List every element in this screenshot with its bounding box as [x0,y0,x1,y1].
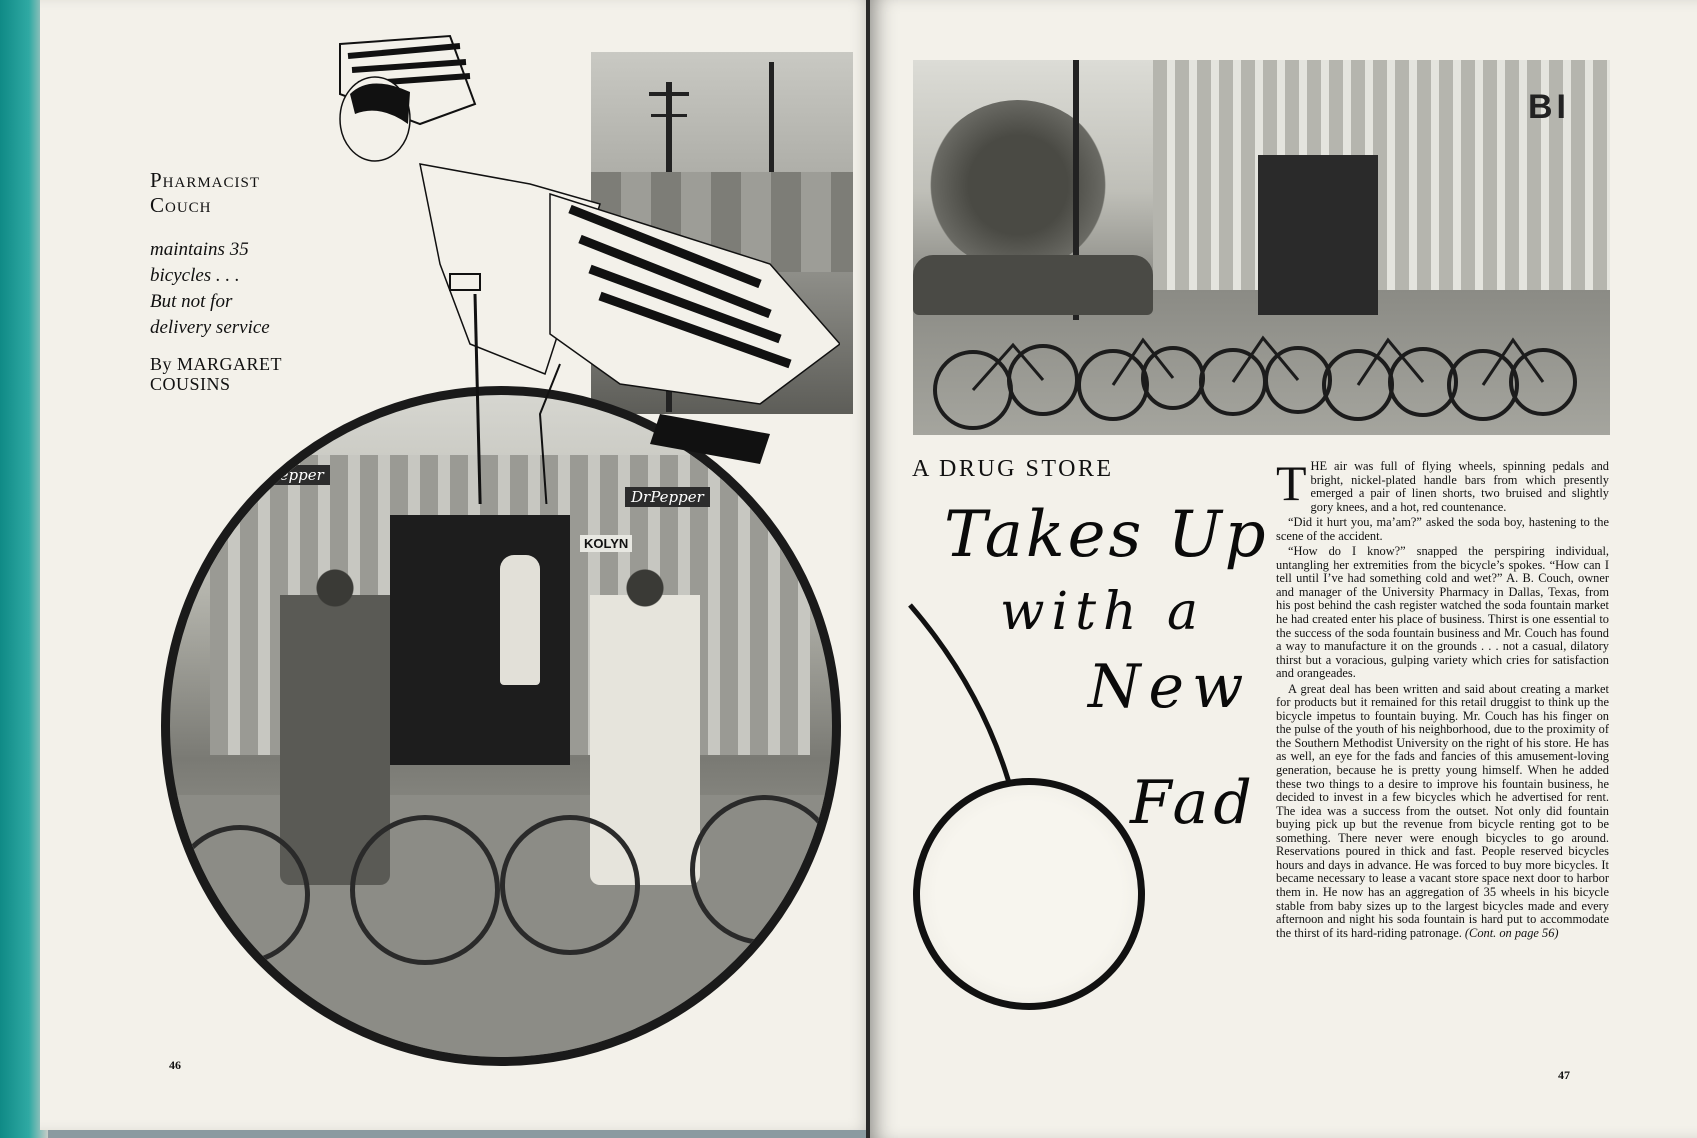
article-paragraph [1276,455,1609,514]
byline-line-1: By MARGARET [150,354,283,374]
bicycle-wheel [170,825,310,965]
sign-dr-pepper-1: DrPepper [245,465,330,485]
sign-kolyn: KOLYN [580,535,632,552]
subtitle-line: maintains 35 [150,239,249,260]
shop-sign: BI [1528,88,1570,126]
store-doorway [390,515,570,765]
paragraph-text: HE air was full of flying wheels, spinning pedals and bright, nickel-plated handle bars from which presently emerged a pair of linen shorts, two bruised and slightly gory knees, and a hot, red countenance. [1310,459,1609,514]
bicycle-wheel [350,815,500,965]
left-subtitle [150,237,320,341]
headline-line-4: Fad [1130,768,1257,838]
article-paragraph [1276,683,1609,940]
penny-farthing-rider-illustration [300,34,840,504]
left-title [150,168,260,218]
byline-line-2: COUSINS [150,374,231,394]
bicycle-rack-photo [913,60,1610,435]
byline [150,354,282,394]
article-body [1276,455,1609,942]
man-in-doorway [500,555,540,685]
article-paragraph: “How do I know?” snapped the perspiring individual, untangling her extremities from the bicycle’s spokes. “How can I tell until I’ve had something cold and wet?” A. B. Couch, owner and manager of the University Pharmacy in Dallas, Texas, from his post behind the cash register watched the soda fountain market he had created enter his place of business. Thirst is one essential to the success of the soda fountain business and Mr. Couch has found a way to manufacture it on the grounds . . . not a casual, dilatory thirst but a voracious, gulping variety which cries for satisfaction and orangeades. [1276,544,1609,681]
subtitle-line: But not for [150,291,233,312]
tree [928,100,1108,270]
bicycle-wheel [500,815,640,955]
row-of-bicycles [913,290,1610,435]
subtitle-line: bicycles . . . [150,265,240,286]
subtitle-line: delivery service [150,317,270,338]
page-number-right: 47 [1558,1068,1570,1082]
headline-line-3: New [1088,652,1252,722]
continuation-note: (Cont. on page 56) [1464,925,1559,940]
bicycle-wheel [690,795,840,945]
paragraph-text: A great deal has been written and said about creating a market for products but it remained for this retail druggist to think up the bicycle impetus to fountain buying. Mr. Couch has his finger on the pulse of the youth of his neighborhood, due to the proximity of the Southern Methodist University on the right of his store. He has as well, an eye for the fads and fancies of this amusement-loving generation, because he is pretty young himself. When he added these two things to a desire to improve his fountain business, he decided to invest in a few bicycles which he advertised for rent. The idea was a success from the outset. Not only did fountain buying pick up but the revenue from bicycle renting got to be something. There never were enough bicycles to go around. Reservations poured in thick and fast. People reserved bicycles hours and days in advance. He was forced to buy more bicycles. It became necessary to lease a vacant store space next door to harbor them in. He now has an aggregation of 35 wheels in his bicycle stable from baby sizes up to the largest bicycles made and every afternoon and night his soda fountain is hard put to accommodate the thirst of its hard-riding patronage. [1276,681,1609,940]
title-line-2: Couch [150,193,212,217]
headline-line-2: with a [1000,582,1206,642]
bicycle-wheel-illustration [913,778,1145,1010]
drop-cap: T [1276,455,1307,511]
headline-kicker: A DRUG STORE [912,456,1114,482]
article-paragraph: “Did it hurt you, ma’am?” asked the soda boy, hastening to the scene of the accident. [1276,515,1609,543]
title-line-1: Pharmacist [150,168,261,192]
page-number-left: 46 [169,1058,181,1072]
headline-line-1: Takes Up [944,498,1269,572]
sign-dr-pepper-2: DrPepper [625,487,710,507]
